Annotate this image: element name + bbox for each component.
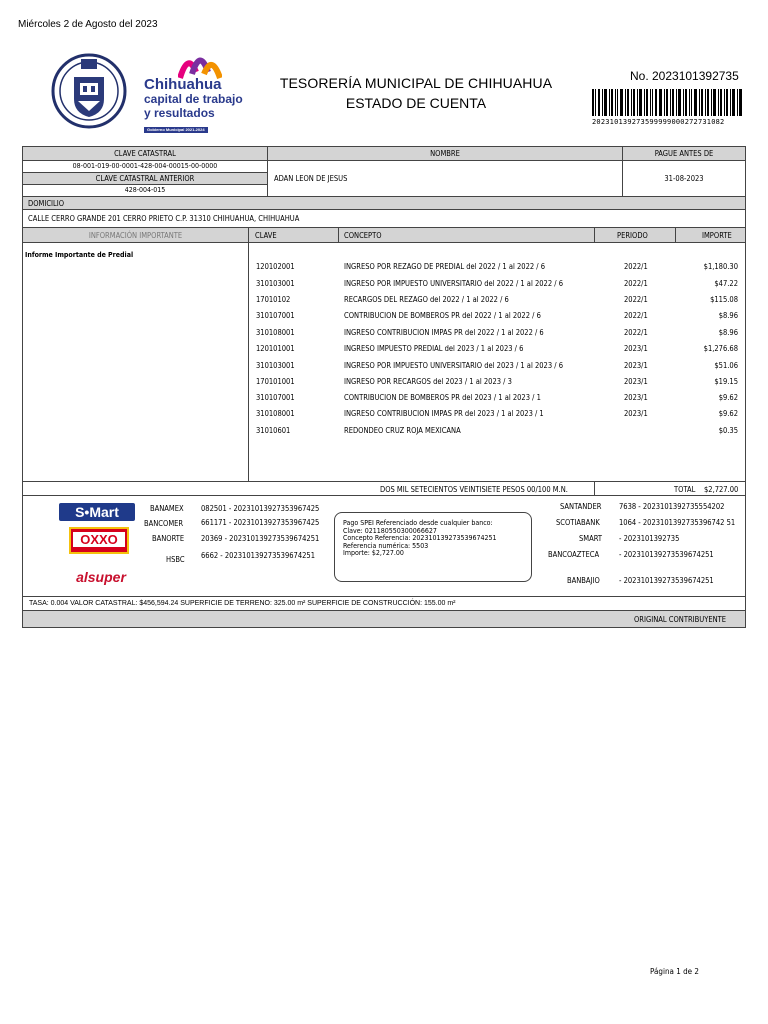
bank-name-banamex: BANAMEX: [150, 504, 184, 513]
clave-anterior-label: CLAVE CATASTRAL ANTERIOR: [95, 174, 195, 183]
table-row: 310108001 INGRESO CONTRIBUCION IMPAS PR del 2022 / 1 al 2022 / 6 2022/1 $8.96: [256, 328, 738, 337]
pague-antes-value: 31-08-2023: [664, 174, 704, 183]
total-label: TOTAL: [674, 485, 696, 494]
smart-logo: S•Mart: [59, 503, 135, 521]
bank-ref-bancomer: 661171 - 20231013927353967425: [201, 518, 320, 527]
table-row: 310107001 CONTRIBUCION DE BOMBEROS PR del 2022 / 1 al 2022 / 6 2022/1 $8.96: [256, 311, 738, 320]
tasa-info: TASA: 0.004 VALOR CATASTRAL: $456,594.24 SUPERFICIE DE TERRENO: 325.00 m² SUPERFICIE DE CONSTRUCCIÓN: 155.00 m²: [29, 600, 456, 607]
municipal-seal-icon: [50, 51, 128, 129]
bank-name-bancomer: BANCOMER: [144, 519, 184, 528]
col-periodo-header: PERIODO: [617, 231, 648, 240]
treasury-title: TESORERÍA MUNICIPAL DE CHIHUAHUA: [279, 75, 553, 91]
nombre-label: NOMBRE: [430, 149, 460, 158]
bank-name-scotiabank: SCOTIABANK: [556, 518, 600, 527]
table-row: 170101001 INGRESO POR RECARGOS del 2023 / 1 al 2023 / 3 2023/1 $19.15: [256, 377, 738, 386]
nombre-value: ADAN LEON DE JESUS: [274, 174, 348, 183]
bank-name-banorte: BANORTE: [152, 534, 185, 543]
bank-name-banbajio: BANBAJIO: [567, 576, 600, 585]
table-row: 31010601 REDONDEO CRUZ ROJA MEXICANA $0.35: [256, 426, 738, 435]
bank-ref-santander: 7638 - 2023101392735554202: [619, 502, 725, 511]
spei-instructions: Pago SPEI Referenciado desde cualquier banco: Clave: 021180550300066627 Concepto Referencia: 202310139273539674251 Referencia numérica: 5503 Importe: $2,727.00: [343, 519, 497, 557]
col-concepto-header: CONCEPTO: [344, 231, 382, 240]
barcode-number: 202310139273599999000272731082: [592, 118, 725, 126]
domicilio-value: CALLE CERRO GRANDE 201 CERRO PRIETO C.P. 31310 CHIHUAHUA, CHIHUAHUA: [28, 214, 300, 223]
bank-name-bancoazteca: BANCOAZTECA: [548, 550, 600, 559]
col-importe-header: IMPORTE: [702, 231, 732, 240]
info-important-text: Informe Importante de Predial: [25, 251, 134, 259]
col-info-header: INFORMACIÓN IMPORTANTE: [88, 231, 183, 240]
total-in-words: DOS MIL SETECIENTOS VEINTISIETE PESOS 00/100 M.N.: [380, 485, 568, 494]
pague-antes-label: PAGUE ANTES DE: [654, 149, 714, 158]
clave-catastral-label: CLAVE CATASTRAL: [114, 149, 176, 158]
bank-name-santander: SANTANDER: [560, 502, 602, 511]
print-date: Miércoles 2 de Agosto del 2023: [18, 19, 158, 30]
table-row: 120102001 INGRESO POR REZAGO DE PREDIAL del 2022 / 1 al 2022 / 6 2022/1 $1,180.30: [256, 262, 738, 271]
statement-title: ESTADO DE CUENTA: [345, 95, 487, 111]
table-row: 310108001 INGRESO CONTRIBUCION IMPAS PR del 2023 / 1 al 2023 / 1 2023/1 $9.62: [256, 409, 738, 418]
table-row: 310103001 INGRESO POR IMPUESTO UNIVERSITARIO del 2022 / 1 al 2022 / 6 2022/1 $47.22: [256, 279, 738, 288]
page-number: Página 1 de 2: [650, 967, 699, 976]
original-contribuyente: ORIGINAL CONTRIBUYENTE: [634, 615, 727, 624]
bank-name-hsbc: HSBC: [166, 555, 185, 564]
bank-ref-hsbc: 6662 - 202310139273539674251: [201, 551, 316, 560]
table-row: 310107001 CONTRIBUCION DE BOMBEROS PR del 2023 / 1 al 2023 / 1 2023/1 $9.62: [256, 393, 738, 402]
bank-ref-banamex: 082501 - 20231013927353967425: [201, 504, 320, 513]
bank-ref-bancoazteca: - 202310139273539674251: [619, 550, 714, 559]
table-row: 120101001 INGRESO IMPUESTO PREDIAL del 2023 / 1 al 2023 / 6 2023/1 $1,276.68: [256, 344, 738, 353]
bank-ref-banorte: 20369 - 202310139273539674251: [201, 534, 320, 543]
bank-ref-scotiabank: 1064 - 2023101392735396742 51: [619, 518, 736, 527]
bank-name-smart: SMART: [579, 534, 602, 543]
clave-catastral-value: 08-001-019-00-0001-428-004-00015-00-0000: [72, 162, 218, 170]
domicilio-label: DOMICILIO: [28, 199, 65, 208]
bank-ref-smart: - 2023101392735: [619, 534, 680, 543]
domicilio-header: [22, 196, 746, 210]
bank-ref-banbajio: - 202310139273539674251: [619, 576, 714, 585]
oxxo-logo: OXXO: [69, 527, 129, 554]
document-number: No. 2023101392735: [630, 69, 739, 83]
barcode-icon: [592, 89, 742, 116]
city-logo-text: Chihuahua capital de trabajo y resultados Gobierno Municipal 2021-2024: [144, 76, 243, 132]
total-value: $2,727.00: [704, 485, 739, 494]
clave-anterior-value: 428-004-015: [124, 186, 166, 194]
alsuper-logo: alsuper: [76, 569, 126, 585]
col-clave-header: CLAVE: [255, 231, 277, 240]
table-row: 310103001 INGRESO POR IMPUESTO UNIVERSITARIO del 2023 / 1 al 2023 / 6 2023/1 $51.06: [256, 361, 738, 370]
table-row: 17010102 RECARGOS DEL REZAGO del 2022 / 1 al 2022 / 6 2022/1 $115.08: [256, 295, 738, 304]
